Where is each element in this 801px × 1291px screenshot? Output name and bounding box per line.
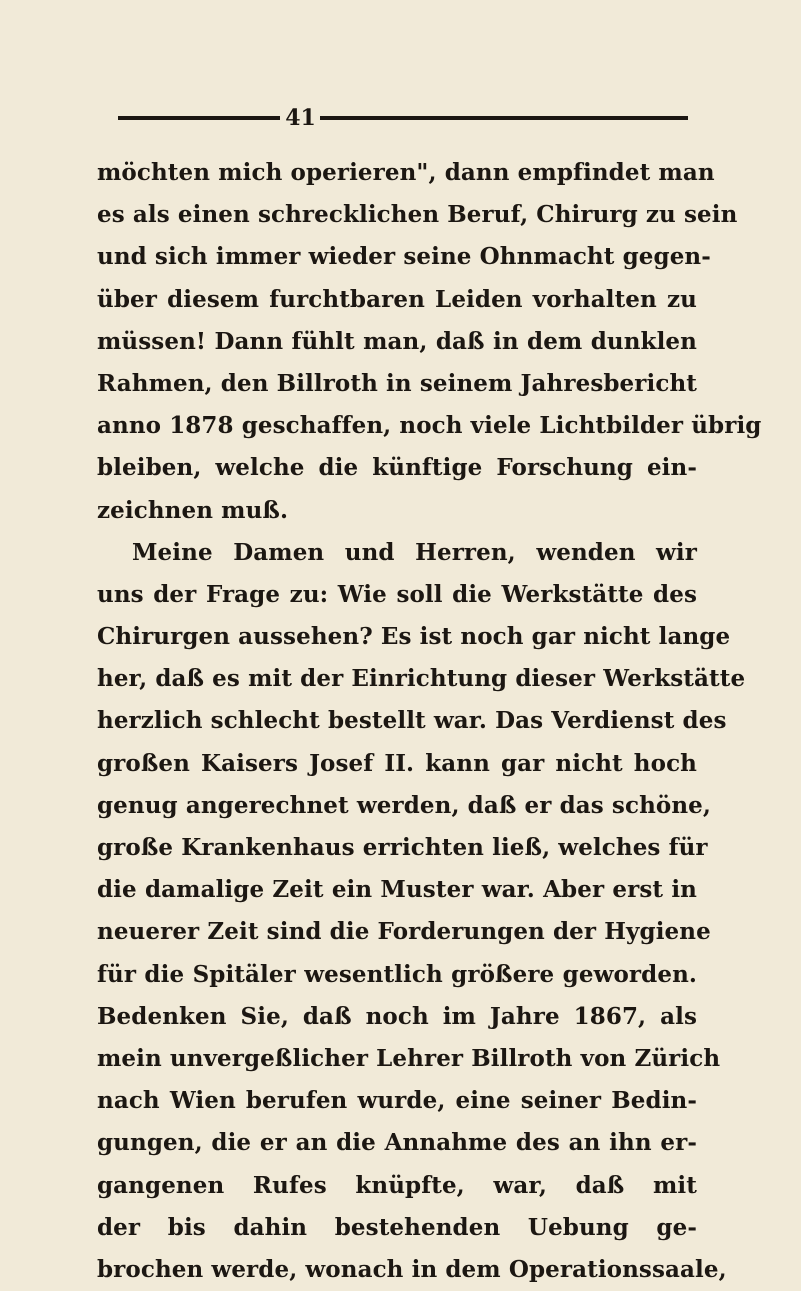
text-line: gungen, die er an die Annahme des an ihn er- (97, 1129, 697, 1157)
page-number: 41 (285, 105, 316, 131)
text-line: müssen! Dann fühlt man, daß in dem dunklen (97, 327, 697, 355)
text-line: Rahmen, den Billroth in seinem Jahresbericht (97, 369, 697, 397)
text-line: für die Spitäler wesentlich größere geworden. (97, 960, 697, 988)
text-line: anno 1878 geschaffen, noch viele Lichtbilder übrig (97, 412, 762, 440)
text-line: die damalige Zeit ein Muster war. Aber erst in (97, 876, 697, 904)
text-line: her, daß es mit der Einrichtung dieser Werkstätte (97, 665, 746, 693)
text-line: über diesem furchtbaren Leiden vorhalten zu (97, 285, 697, 313)
text-line: großen Kaisers Josef II. kann gar nicht hoch (97, 749, 697, 777)
body-text (97, 152, 762, 1291)
text-line: und sich immer wieder seine Ohnmacht gegen- (97, 243, 711, 271)
text-line: herzlich schlecht bestellt war. Das Verdienst des (97, 707, 727, 735)
text-line: bleiben, welche die künftige Forschung ein- (97, 454, 697, 482)
text-line: Bedenken Sie, daß noch im Jahre 1867, als (97, 1002, 697, 1030)
header-rule-right (320, 116, 688, 120)
text-line: große Krankenhaus errichten ließ, welches für (97, 834, 708, 861)
text-line: gangenen Rufes knüpfte, war, daß mit (97, 1171, 697, 1199)
text-line: brochen werde, wonach in dem Operationssaale, (97, 1255, 727, 1283)
text-line: Chirurgen aussehen? Es ist noch gar nicht lange (97, 623, 731, 651)
text-line: genug angerechnet werden, daß er das schöne, (97, 791, 712, 819)
text-line: möchten mich operieren", dann empfindet man (97, 159, 715, 186)
text-line: Meine Damen und Herren, wenden wir (132, 538, 697, 566)
text-line: neuerer Zeit sind die Forderungen der Hygiene (97, 918, 711, 946)
text-line: nach Wien berufen wurde, eine seiner Bedin- (97, 1087, 697, 1115)
text-line: zeichnen muß. (97, 496, 289, 524)
page-header (0, 104, 801, 134)
text-line: uns der Frage zu: Wie soll die Werkstätte des (97, 580, 697, 608)
text-line: es als einen schrecklichen Beruf, Chirurg zu sein (97, 201, 738, 229)
text-line: der bis dahin bestehenden Uebung ge- (97, 1213, 697, 1241)
text-line: mein unvergeßlicher Lehrer Billroth von Zürich (97, 1044, 721, 1072)
header-rule-left (118, 116, 280, 120)
